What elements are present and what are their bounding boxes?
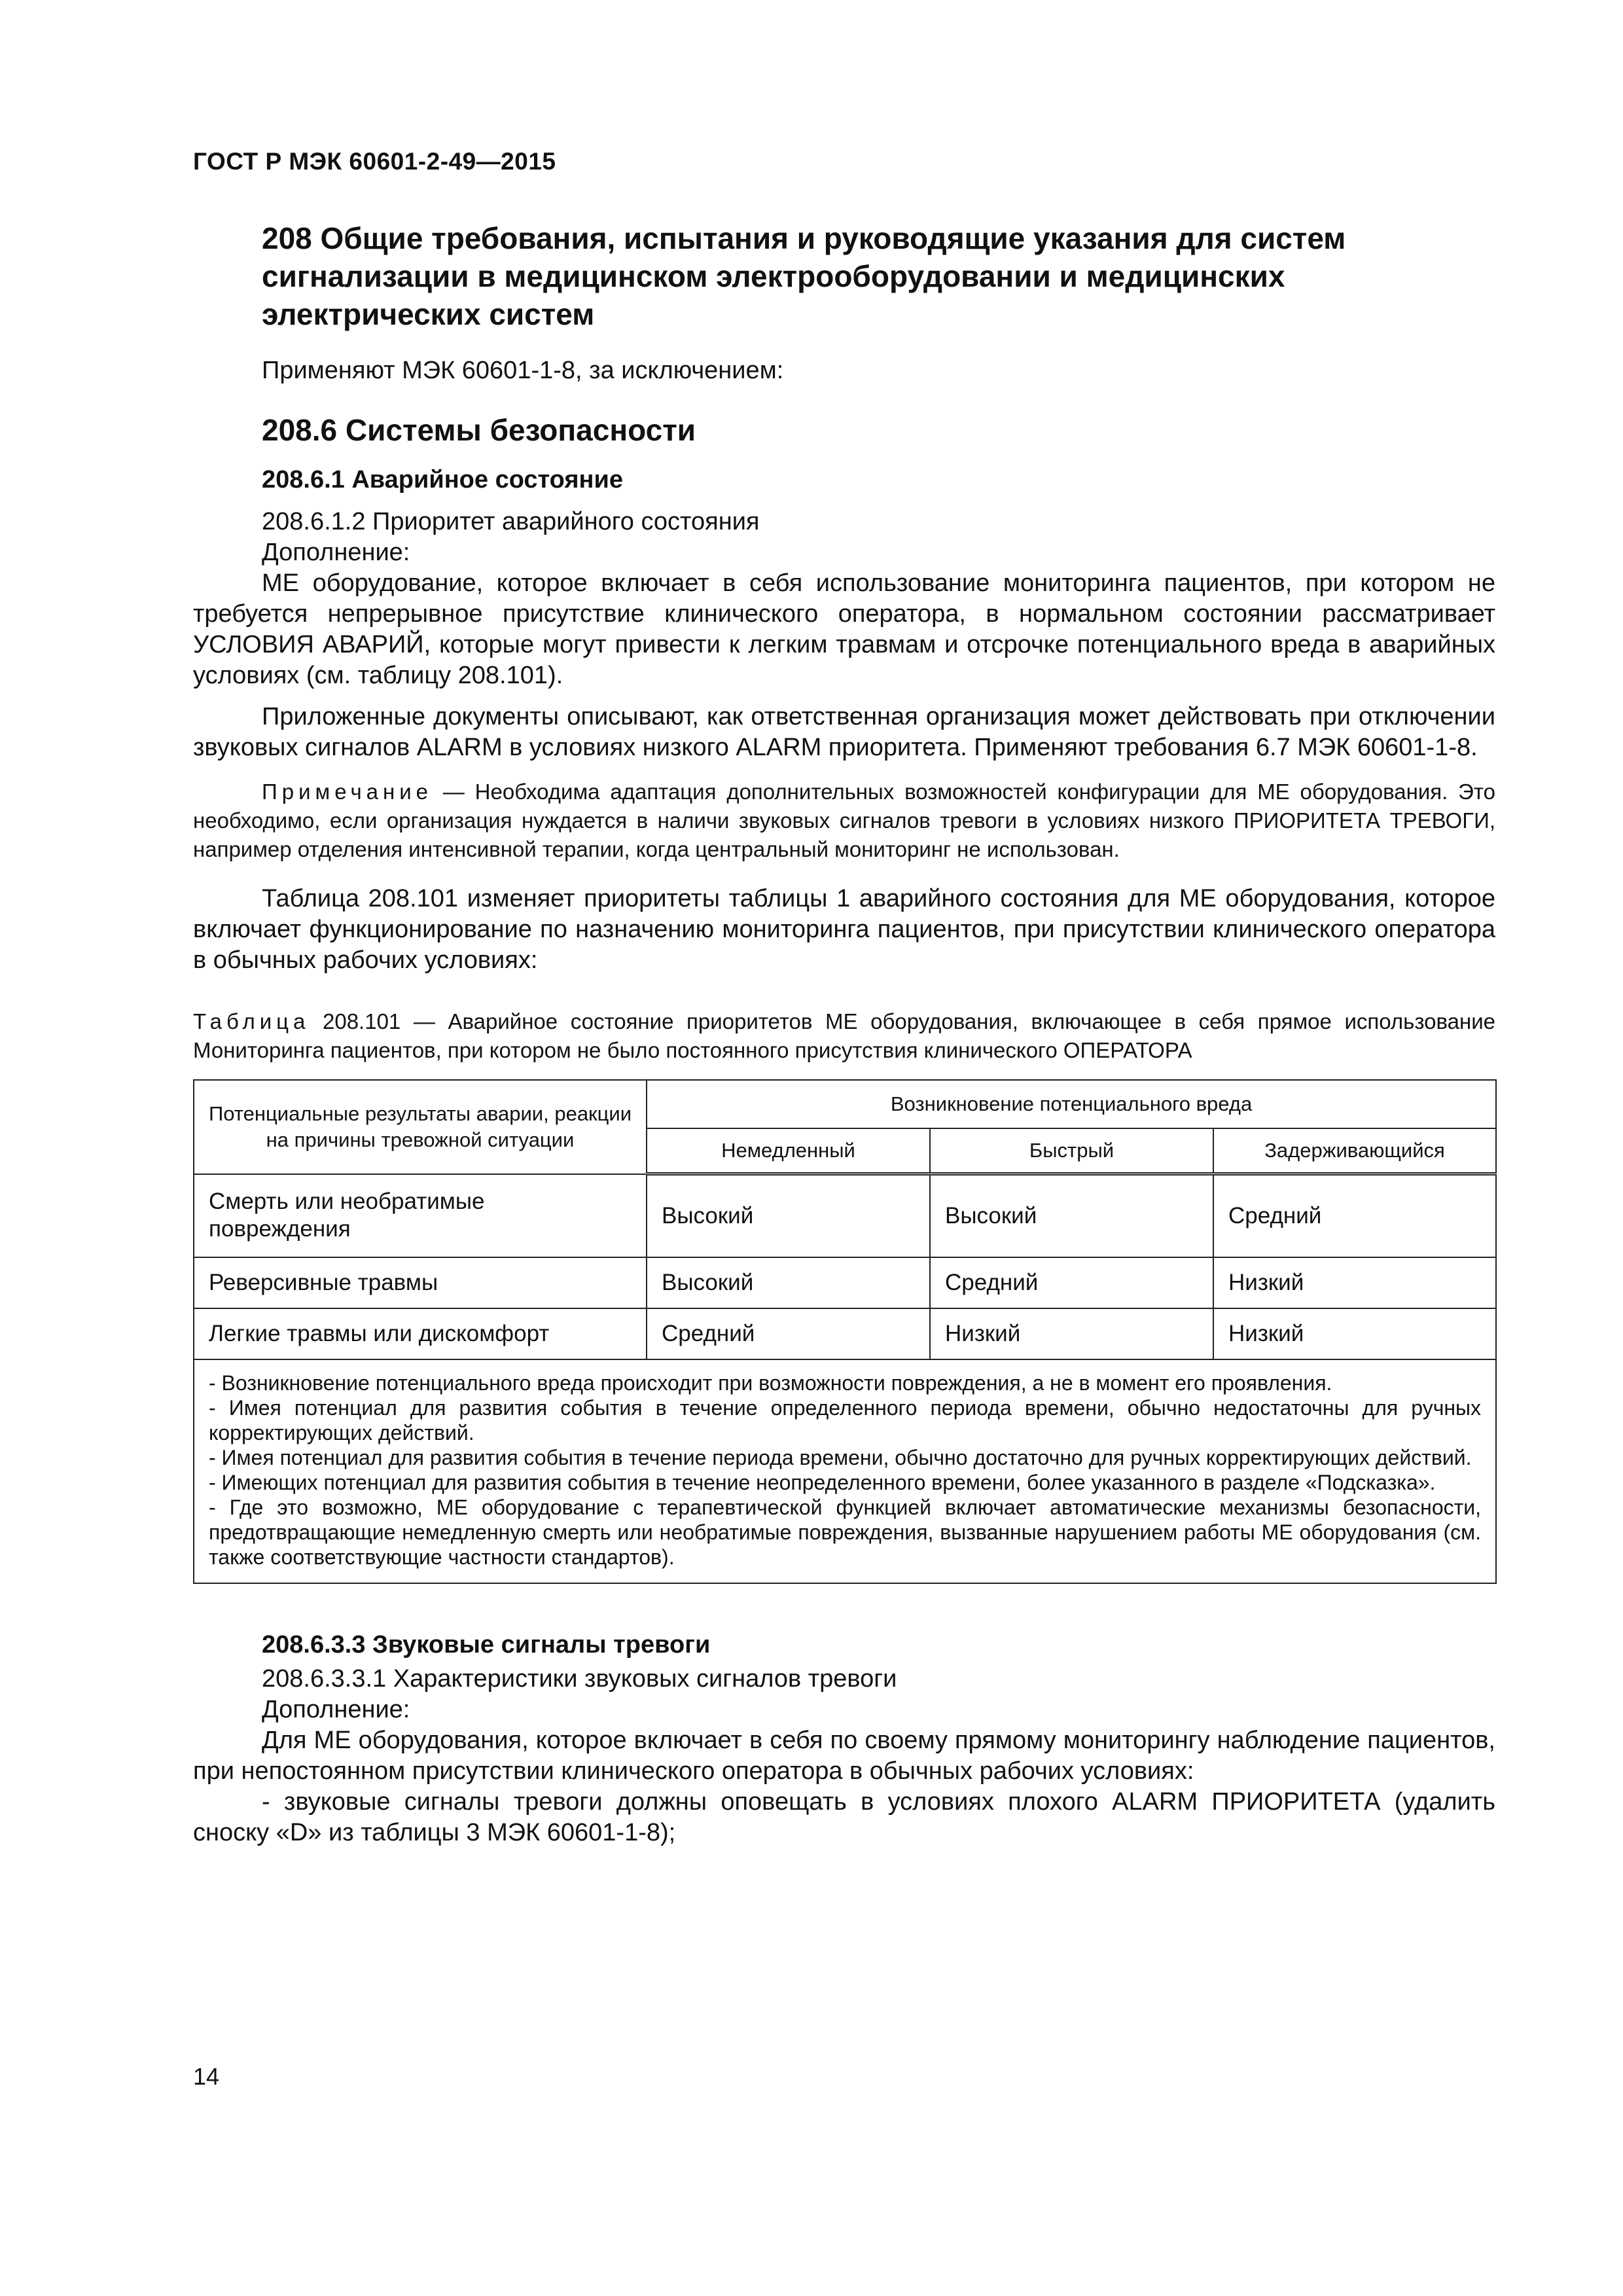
table-row (194, 1174, 1496, 1258)
table-caption-text: 208.101 — Аварийное состояние приоритетов МЕ оборудования, включающее в себя прямое использование Мониторинга пациентов, при котором не было постоянного присутствия клинического ОПЕРАТОРА (193, 1009, 1495, 1062)
col-header-immediate: Немедленный (647, 1128, 930, 1174)
table-row (194, 1257, 1496, 1308)
group-header-harm-onset: Возникновение потенциального вреда (647, 1080, 1496, 1128)
table-note: - Где это возможно, МЕ оборудование с терапевтической функцией включает автоматические механизмы безопасности, предотвращающие немедленную смерть или необратимые повреждения, вызванные нарушением работы МЕ оборудования (см. также соответствующие частности стандартов). (209, 1496, 1482, 1569)
page-content (193, 219, 1495, 1848)
item-208-6-3-3-1-title: 208.6.3.3.1 Характеристики звуковых сигналов тревоги (262, 1665, 897, 1693)
paragraph-alarm-signals: - звуковые сигналы тревоги должны оповещать в условиях плохого ALARM ПРИОРИТЕТА (удалить сноску «D» из таблицы 3 МЭК 60601-1-8); (193, 1788, 1495, 1846)
note-paragraph (193, 778, 1495, 864)
table-cell: Средний (930, 1257, 1213, 1308)
table-notes (194, 1359, 1496, 1583)
col-header-potential-results: Потенциальные результаты аварии, реакции на причины тревожной ситуации (194, 1080, 647, 1174)
paragraph-me-monitoring: МЕ оборудование, которое включает в себя использование мониторинга пациентов, при котором не требуется непрерывное присутствие клинического оператора, в нормальном состоянии рассматривает УСЛОВИЯ АВАРИЙ, которые могут привести к легким травмам и отсрочке потенциального вреда в аварийных условиях (см. таблицу 208.101). (193, 569, 1495, 689)
section-208-intro: Применяют МЭК 60601-1-8, за исключением: (262, 357, 784, 384)
addition-label: Дополнение: (262, 539, 410, 566)
row-label: Реверсивные травмы (194, 1257, 647, 1308)
table-cell: Низкий (1213, 1257, 1496, 1308)
row-label: Легкие травмы или дискомфорт (194, 1308, 647, 1359)
table-cell: Низкий (1213, 1308, 1496, 1359)
section-208-title: 208 Общие требования, испытания и руководящие указания для систем сигнализации в медицинском электрооборудовании и медицинских электрических систем (262, 221, 1346, 331)
table-cell: Высокий (930, 1174, 1213, 1258)
table-cell: Высокий (647, 1257, 930, 1308)
table-note: - Имея потенциал для развития события в течение определенного периода времени, обычно недостаточны для ручных корректирующих действий. (209, 1396, 1482, 1444)
alarm-priority-table (193, 1079, 1497, 1584)
page-number: 14 (193, 2063, 220, 2090)
table-cell: Высокий (647, 1174, 930, 1258)
item-208-6-1-2-title: 208.6.1.2 Приоритет аварийного состояния (262, 508, 760, 535)
standard-header: ГОСТ Р МЭК 60601-2-49—2015 (193, 148, 556, 175)
col-header-prompt: Быстрый (930, 1128, 1213, 1174)
table-notes-row (194, 1359, 1496, 1583)
paragraph-table-intro: Таблица 208.101 изменяет приоритеты таблицы 1 аварийного состояния для МЕ оборудования, которое включает функционирование по назначению мониторинга пациентов, при присутствии клинического оператора в обычных рабочих условиях: (193, 885, 1495, 974)
paragraph-accompanying-docs: Приложенные документы описывают, как ответственная организация может действовать при отключении звуковых сигналов ALARM в условиях низкого ALARM приоритета. Применяют требования 6.7 МЭК 60601-1-8. (193, 703, 1495, 761)
table-note: - Имеющих потенциал для развития события в течение неопределенного времени, более указанного в разделе «Подсказка». (209, 1471, 1436, 1494)
row-label: Смерть или необратимые повреждения (194, 1174, 647, 1258)
table-note: - Имея потенциал для развития события в течение периода времени, обычно достаточно для ручных корректирующих действий. (209, 1446, 1472, 1469)
addition-label-2: Дополнение: (262, 1696, 410, 1723)
col-header-delayed: Задерживающийся (1213, 1128, 1496, 1174)
table-caption (193, 1007, 1495, 1065)
table-cell: Низкий (930, 1308, 1213, 1359)
table-cell: Средний (647, 1308, 930, 1359)
section-208-6-title: 208.6 Системы безопасности (262, 413, 696, 447)
table-note: - Возникновение потенциального вреда происходит при возможности повреждения, а не в момент его проявления. (209, 1371, 1332, 1395)
table-cell: Средний (1213, 1174, 1496, 1258)
table-row (194, 1308, 1496, 1359)
table-caption-label: Таблица (193, 1009, 310, 1033)
section-208-6-1-title: 208.6.1 Аварийное состояние (262, 466, 623, 493)
paragraph-me-observation: Для МЕ оборудования, которое включает в себя по своему прямому мониторингу наблюдение пациентов, при непостоянном присутствии клинического оператора в обычных рабочих условиях: (193, 1727, 1495, 1785)
section-208-6-3-3-title: 208.6.3.3 Звуковые сигналы тревоги (262, 1631, 711, 1659)
note-text: — Необходима адаптация дополнительных возможностей конфигурации для МЕ оборудования. Это необходимо, если организация нуждается в наличи звуковых сигналов тревоги в условиях низкого ПРИОРИТЕТА ТРЕВОГИ, например отделения интенсивной терапии, когда центральный мониторинг не использован. (193, 780, 1495, 861)
note-label: Примечание (262, 780, 433, 804)
